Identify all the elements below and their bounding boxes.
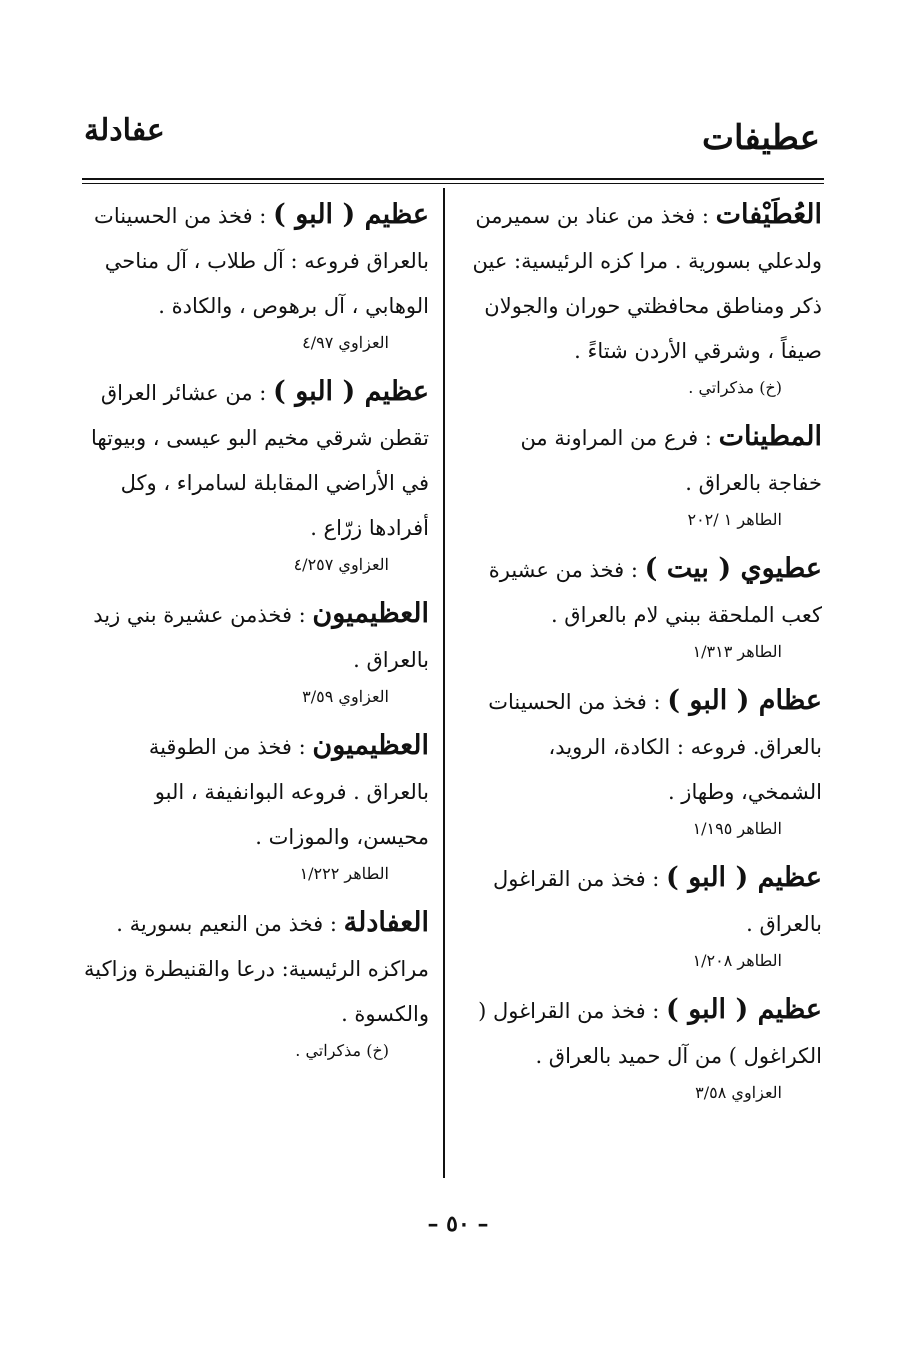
entry-headword: العُطَيْفات [715,199,822,230]
entry-headword: العظيميون [312,730,429,761]
entry [462,987,822,1107]
entry [84,900,429,1065]
entry-headword: عظيم ( البو ) [273,199,429,230]
entry-text: : فخذ من القراغول ( الكراغول ) من آل حميد بالعراق . [478,999,822,1068]
right-column [462,192,822,1119]
entry [462,546,822,666]
entry-text: : فخذ من النعيم بسورية . مراكزه الرئيسية: درعا والقنيطرة وزاكية والكسوة . [84,912,429,1026]
header-rule-thin [82,183,824,184]
entry-text: : فخذ من الطوقية بالعراق . فروعه البوانفيفة ، البو محيسن، والموزات . [148,735,429,849]
entry-text: : من عشائر العراق تقطن شرقي مخيم البو عيسى ، وبيوتها في الأراضي المقابلة لسامراء ، وكل أفرادها زرّاع . [91,381,429,540]
entry-text: : فخذمن عشيرة بني زيد بالعراق . [93,603,429,672]
entry-source: الطاهر ١ /٢٠٢ [687,510,782,529]
entry-text: : فخذ من عناد بن سميرمن ولدعلي بسورية . مرا كزه الرئيسية: عين ذكر ومناطق محافظتي حوران والجولان صيفاً ، وشرقي الأردن شتاءً . [472,204,822,363]
entry [462,678,822,843]
entry-headword: العظيميون [312,598,429,629]
entry [462,414,822,534]
guide-word-left: عفادلة [84,113,165,148]
entry [84,369,429,579]
entry-text: : فخذ من الحسينات بالعراق فروعه : آل طلاب ، آل مناحي الوهابي ، آل برهوص ، والكادة . [94,204,429,318]
entry-headword: العفادلة [343,907,429,938]
entry-source: (خ) مذكراتي . [688,378,782,397]
entry [462,855,822,975]
entry [462,192,822,402]
entry [84,591,429,711]
entry-headword: عظيم ( البو ) [666,862,822,893]
entry-source: العزاوي ٤/٩٧ [302,333,389,352]
entry-text: : فخذ من عشيرة كعب الملحقة ببني لام بالعراق . [488,558,822,627]
entry-headword: عظيم ( البو ) [666,994,822,1025]
entry-headword: عظام ( البو ) [667,685,822,716]
entry-source: الطاهر ١/١٩٥ [692,819,782,838]
left-column [84,192,429,1077]
entry-source: العزاوي ٤/٢٥٧ [293,555,389,574]
entry-text: : فرع من المراونة من خفاجة بالعراق . [520,426,822,495]
guide-word-right: عطيفات [701,118,820,158]
entry-source: العزاوي ٣/٥٩ [302,687,389,706]
entry-text: : فخذ من القراغول بالعراق . [493,867,822,936]
entry [84,192,429,357]
entry-text: : فخذ من الحسينات بالعراق. فروعه : الكادة، الرويد، الشمخي، وطهاز . [488,690,822,804]
entry-headword: عطيوي ( بيت ) [644,553,822,584]
entry-source: (خ) مذكراتي . [295,1041,389,1060]
page-number: – ٥٠ – [427,1211,489,1237]
entry-headword: المطينات [718,421,822,452]
entry-source: الطاهر ١/٢٠٨ [692,951,782,970]
column-divider [443,188,445,1178]
entry-source: الطاهر ١/٣١٣ [692,642,782,661]
entry-source: الطاهر ١/٢٢٢ [299,864,389,883]
entry-headword: عظيم ( البو ) [273,376,429,407]
entry [84,723,429,888]
header-rule [82,178,824,180]
entry-source: العزاوي ٣/٥٨ [695,1083,782,1102]
